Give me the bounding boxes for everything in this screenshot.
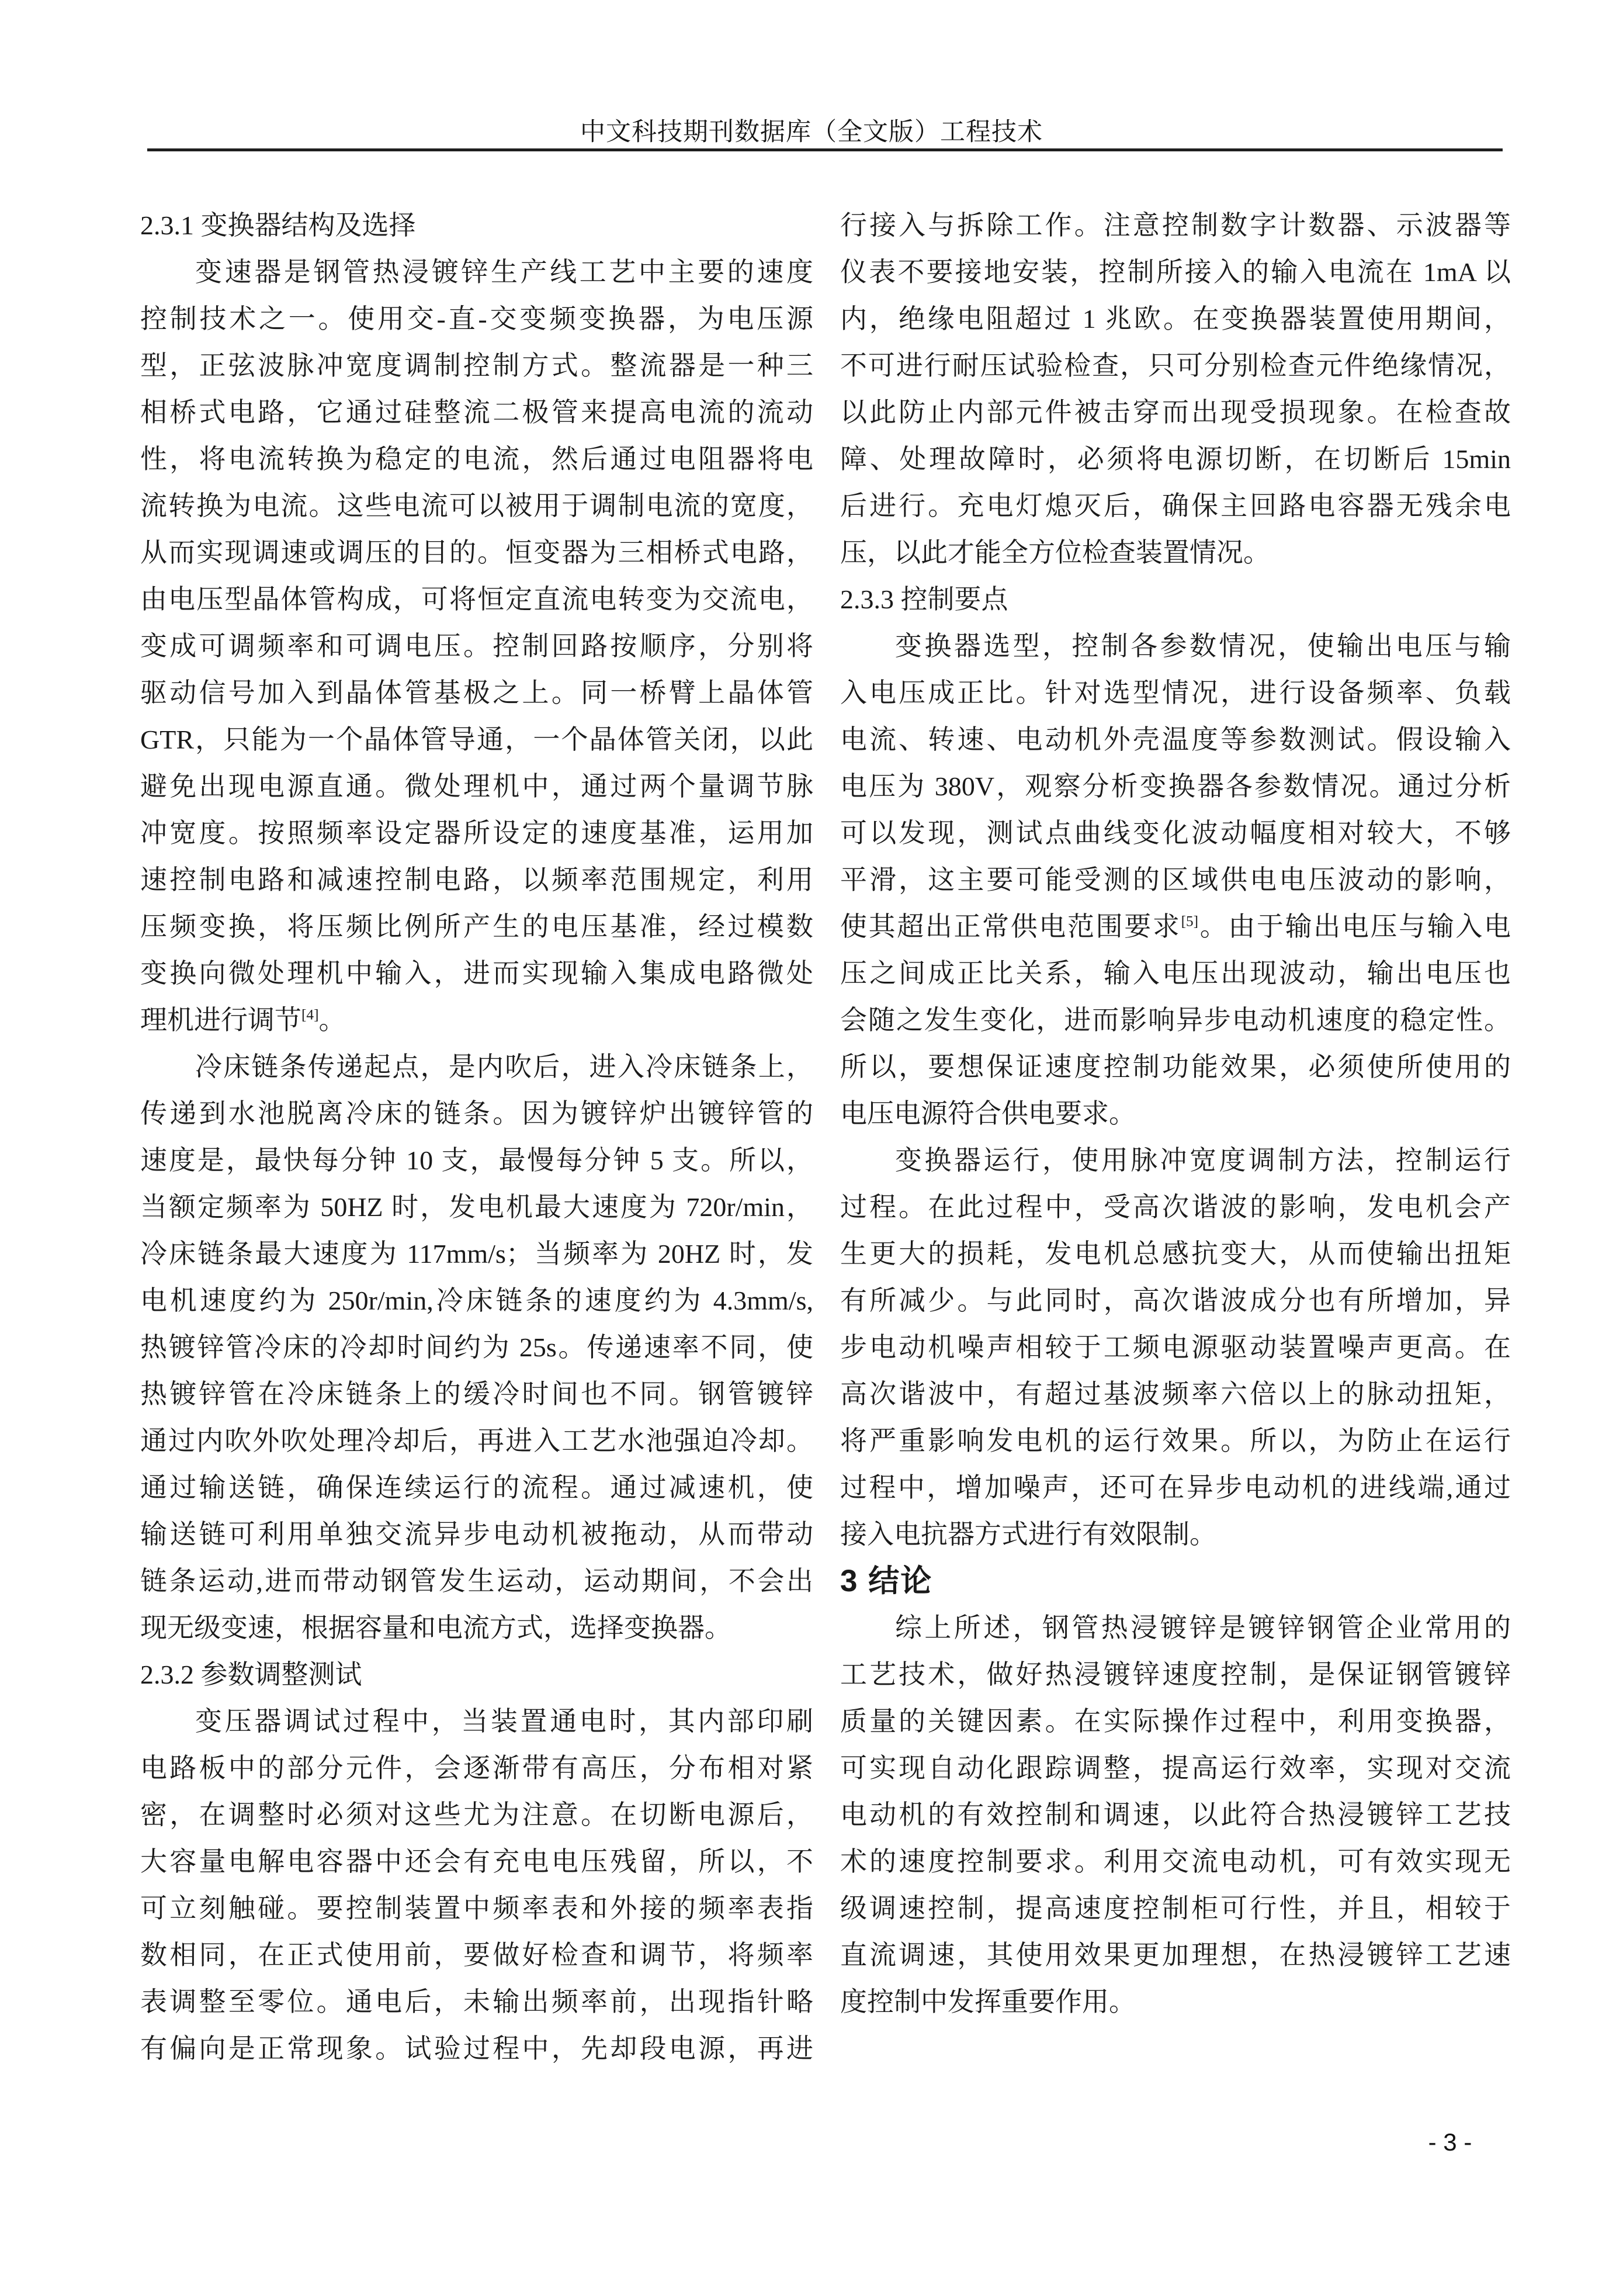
text-line: 会随之发生变化，进而影响异步电动机速度的稳定性。 [840, 1005, 1511, 1035]
text-line: 不可进行耐压试验检查，只可分别检查元件绝缘情况， [840, 351, 1511, 380]
text-line: 变成可调频率和可调电压。控制回路按顺序，分别将 [140, 631, 813, 661]
page-number: - 3 - [1428, 2128, 1472, 2156]
subsection-heading: 2.3.3 控制要点 [840, 584, 1008, 614]
text-line: 步电动机噪声相较于工频电源驱动装置噪声更高。在 [840, 1332, 1511, 1362]
text-line: 由电压型晶体管构成，可将恒定直流电转变为交流电， [140, 584, 813, 614]
journal-header: 中文科技期刊数据库（全文版）工程技术 [580, 119, 1043, 146]
left-column [140, 202, 813, 2072]
text-line: 可立刻触碰。要控制装置中频率表和外接的频率表指 [140, 1893, 813, 1923]
text-line: 直流调速，其使用效果更加理想，在热浸镀锌工艺速 [840, 1940, 1511, 1970]
text-line: 障、处理故障时，必须将电源切断，在切断后 15min [840, 444, 1511, 474]
text-line: 电压电源符合供电要求。 [840, 1099, 1136, 1128]
text-line: 通过输送链，确保连续运行的流程。通过减速机，使 [140, 1473, 813, 1502]
right-column [840, 202, 1511, 2025]
text-line: 变换器运行，使用脉冲宽度调制方法，控制运行 [895, 1145, 1511, 1175]
text-line: 接入电抗器方式进行有效限制。 [840, 1519, 1216, 1549]
text-line: 压之间成正比关系，输入电压出现波动，输出电压也 [840, 958, 1511, 988]
text-line: 电流、转速、电动机外壳温度等参数测试。假设输入 [840, 725, 1511, 754]
text-line: 度控制中发挥重要作用。 [840, 1987, 1136, 2017]
text-line: 使其超出正常供电范围要求[5]。由于输出电压与输入电 [840, 912, 1511, 941]
text-line: 传递到水池脱离冷床的链条。因为镀锌炉出镀锌管的 [140, 1099, 813, 1128]
text-line: 质量的关键因素。在实际操作过程中，利用变换器， [840, 1706, 1511, 1736]
text-line: 理机进行调节[4]。 [140, 1005, 346, 1035]
text-line: 有偏向是正常现象。试验过程中，先却段电源，再进 [140, 2034, 813, 2063]
text-line: 将严重影响发电机的运行效果。所以，为防止在运行 [840, 1426, 1511, 1456]
text-line: 平滑，这主要可能受测的区域供电电压波动的影响， [840, 865, 1511, 895]
text-line: 速控制电路和减速控制电路，以频率范围规定，利用 [140, 865, 813, 895]
text-line: 现无级变速，根据容量和电流方式，选择变换器。 [140, 1613, 731, 1643]
text-line: 当额定频率为 50HZ 时，发电机最大速度为 720r/min， [140, 1192, 813, 1222]
subsection-heading: 2.3.2 参数调整测试 [140, 1660, 362, 1689]
text-line: 输送链可利用单独交流异步电动机被拖动，从而带动 [140, 1519, 813, 1549]
text-line: 级调速控制，提高速度控制柜可行性，并且，相较于 [840, 1893, 1511, 1923]
text-line: 仪表不要接地安装，控制所接入的输入电流在 1mA 以 [840, 257, 1511, 287]
text-line: 电动机的有效控制和调速，以此符合热浸镀锌工艺技 [840, 1800, 1511, 1830]
text-line: 过程中，增加噪声，还可在异步电动机的进线端,通过 [840, 1473, 1511, 1502]
text-line: 内，绝缘电阻超过 1 兆欧。在变换器装置使用期间， [840, 304, 1511, 334]
text-line: 热镀锌管冷床的冷却时间约为 25s。传递速率不同，使 [140, 1332, 813, 1362]
text-line: 入电压成正比。针对选型情况，进行设备频率、负载 [840, 678, 1511, 708]
citation-ref: [5] [1181, 913, 1199, 930]
text-line: 热镀锌管在冷床链条上的缓冷时间也不同。钢管镀锌 [140, 1379, 813, 1409]
text-line: 变换向微处理机中输入，进而实现输入集成电路微处 [140, 958, 813, 988]
text-line: 可以发现，测试点曲线变化波动幅度相对较大，不够 [840, 818, 1511, 848]
text-line: 从而实现调速或调压的目的。恒变器为三相桥式电路， [140, 538, 813, 567]
text-line: GTR，只能为一个晶体管导通，一个晶体管关闭，以此 [140, 725, 813, 754]
text-line: 有所减少。与此同时，高次谐波成分也有所增加，异 [840, 1286, 1511, 1315]
text-line: 可实现自动化跟踪调整，提高运行效率，实现对交流 [840, 1753, 1511, 1783]
text-line: 性，将电流转换为稳定的电流，然后通过电阻器将电 [140, 444, 813, 474]
text-line: 大容量电解电容器中还会有充电电压残留，所以，不 [140, 1847, 813, 1876]
text-line: 变换器选型，控制各参数情况，使输出电压与输 [895, 631, 1511, 661]
text-line: 电路板中的部分元件，会逐渐带有高压，分布相对紧 [140, 1753, 813, 1783]
text-line: 冷床链条最大速度为 117mm/s；当频率为 20HZ 时，发 [140, 1239, 813, 1269]
subsection-heading: 2.3.1 变换器结构及选择 [140, 210, 416, 240]
text-line: 电机速度约为 250r/min,冷床链条的速度约为 4.3mm/s, [140, 1286, 813, 1315]
text-line: 数相同，在正式使用前，要做好检查和调节，将频率 [140, 1940, 813, 1970]
header-rule-divider [147, 148, 1503, 151]
text-line: 变压器调试过程中，当装置通电时，其内部印刷 [195, 1706, 813, 1736]
text-line: 相桥式电路，它通过硅整流二极管来提高电流的流动 [140, 397, 813, 427]
text-line: 电压为 380V，观察分析变换器各参数情况。通过分析 [840, 771, 1511, 801]
text-line: 过程。在此过程中，受高次谐波的影响，发电机会产 [840, 1192, 1511, 1222]
text-line: 控制技术之一。使用交-直-交变频变换器，为电压源 [140, 304, 813, 334]
text-line: 行接入与拆除工作。注意控制数字计数器、示波器等 [840, 210, 1511, 240]
text-line: 驱动信号加入到晶体管基极之上。同一桥臂上晶体管 [140, 678, 813, 708]
text-line: 冲宽度。按照频率设定器所设定的速度基准，运用加 [140, 818, 813, 848]
text-line: 速度是，最快每分钟 10 支，最慢每分钟 5 支。所以， [140, 1145, 813, 1175]
text-line: 链条运动,进而带动钢管发生运动，运动期间，不会出 [140, 1566, 813, 1596]
text-line: 生更大的损耗，发电机总感抗变大，从而使输出扭矩 [840, 1239, 1511, 1269]
text-line: 综上所述，钢管热浸镀锌是镀锌钢管企业常用的 [895, 1613, 1511, 1643]
text-line: 型，正弦波脉冲宽度调制控制方式。整流器是一种三 [140, 351, 813, 380]
text-line: 以此防止内部元件被击穿而出现受损现象。在检查故 [840, 397, 1511, 427]
section-heading: 3 结论 [840, 1564, 933, 1598]
text-line: 压，以此才能全方位检查装置情况。 [840, 538, 1270, 567]
text-line: 后进行。充电灯熄灭后，确保主回路电容器无残余电 [840, 491, 1511, 521]
text-line: 术的速度控制要求。利用交流电动机，可有效实现无 [840, 1847, 1511, 1876]
text-line: 高次谐波中，有超过基波频率六倍以上的脉动扭矩， [840, 1379, 1511, 1409]
text-line: 表调整至零位。通电后，未输出频率前，出现指针略 [140, 1987, 813, 2017]
citation-ref: [4] [301, 1006, 319, 1023]
text-line: 避免出现电源直通。微处理机中，通过两个量调节脉 [140, 771, 813, 801]
text-line: 流转换为电流。这些电流可以被用于调制电流的宽度， [140, 491, 813, 521]
text-line: 所以，要想保证速度控制功能效果，必须使所使用的 [840, 1052, 1511, 1082]
text-line: 工艺技术，做好热浸镀锌速度控制，是保证钢管镀锌 [840, 1660, 1511, 1689]
text-line: 密，在调整时必须对这些尤为注意。在切断电源后， [140, 1800, 813, 1830]
text-line: 变速器是钢管热浸镀锌生产线工艺中主要的速度 [195, 257, 813, 287]
text-line: 压频变换，将压频比例所产生的电压基准，经过模数 [140, 912, 813, 941]
text-line: 通过内吹外吹处理冷却后，再进入工艺水池强迫冷却。 [140, 1426, 813, 1456]
text-line: 冷床链条传递起点，是内吹后，进入冷床链条上， [195, 1052, 813, 1082]
